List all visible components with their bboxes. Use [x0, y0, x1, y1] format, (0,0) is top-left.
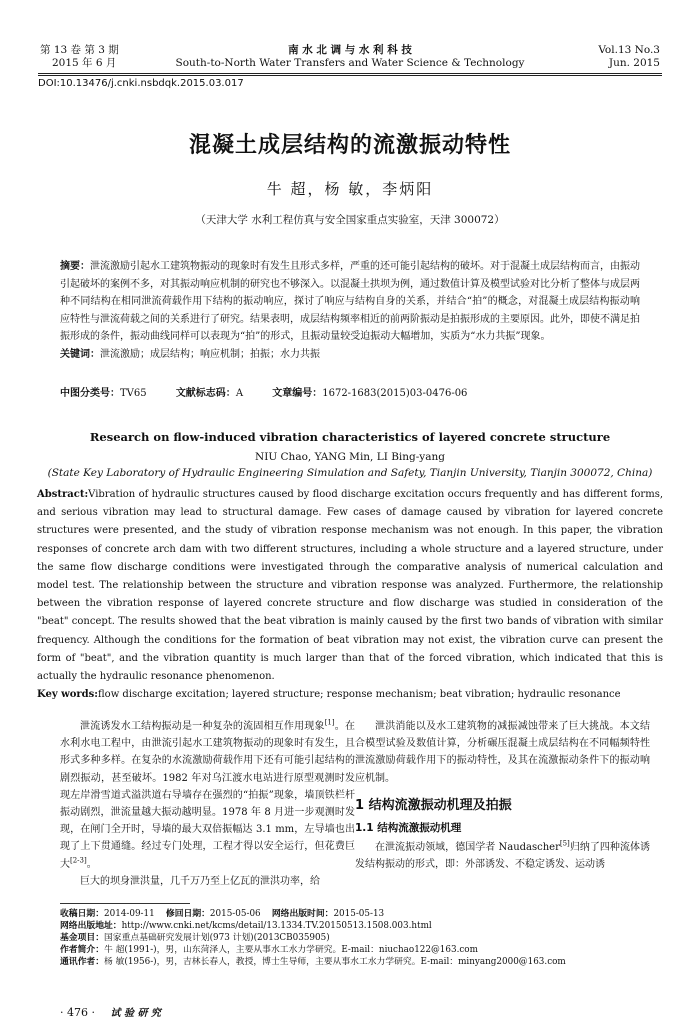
header-journal-en: South-to-North Water Transfers and Water Science & Technology — [175, 57, 525, 69]
body-paragraph: 泄洪消能以及水工建筑物的减振减蚀带来了巨大挑战。本文结合模型试验及数值计算，分析碾压混凝土成层结构在不同幅频特性泄流激励荷载作用下的振动特性，及其在流激振动条件下的振动响应机制。 — [355, 721, 650, 784]
received-date: 2014-09-11 — [104, 909, 155, 919]
abstract-cn — [60, 258, 640, 363]
footnote-url — [60, 920, 650, 932]
footnote-fund — [60, 932, 650, 944]
header-date-cn: 2015 年 6 月 — [52, 57, 117, 69]
body-text: 泄流诱发水工结构振动是一种复杂的流固相互作用现象 — [80, 721, 325, 732]
body-right-column — [355, 718, 650, 874]
page-number: · 476 · — [60, 1006, 95, 1019]
doc-code-label: 文献标志码： — [175, 388, 236, 399]
clc-label: 中图分类号： — [60, 388, 120, 399]
keywords-en-label: Key words: — [37, 689, 98, 701]
keywords-cn-text: 泄流激励；成层结构；响应机制；拍振；水力共振 — [100, 348, 320, 360]
citation[interactable]: [5] — [559, 839, 570, 848]
abstract-cn-text: 泄流激励引起水工建筑物振动的现象时有发生且形式多样，严重的还可能引起结构的破坏。对于混凝土成层结构而言，由振动引起破坏的案例不多，对其振动响应机制的研究也不够深入。以混凝土拱坝为例，通过数值计算及模型试验对比分析了整体与成层两种不同结构在相同泄流荷载作用下结构的振动响应，探讨了响应与结构自身的关系，并结合“拍”的概念，对混凝土成层结构振动响应特性与泄流荷载之间的关系进行了研究。结果表明，成层结构频率相近的前两阶振动是拍振形成的主要原因。此外，即使不满足拍振形成的条件，振动曲线同样可以表现为“拍”的形式，且振动量较受迫振动大幅增加，实质为“水力共振”现象。 — [60, 261, 640, 342]
page-section: 试 验 研 究 — [110, 1008, 161, 1019]
online-url-link[interactable]: http://www.cnki.net/kcms/detail/13.1334.TV.20150513.1508.003.html — [121, 921, 432, 931]
online-date: 2015-05-13 — [333, 909, 385, 919]
body-left-column — [60, 718, 355, 890]
footnotes — [60, 908, 650, 968]
footnote-rule — [60, 903, 190, 904]
title-en: Research on flow-induced vibration characteristics of layered concrete structure — [89, 430, 611, 444]
abstract-en-text: Vibration of hydraulic structures caused by flood discharge excitation occurs frequently and has different forms, and serious vibration may lead to structural damage. Few cases of damage caused by vibration for layered concrete structures were presented, and the study of vibration response mechanism was not enough. In this paper, the vibration responses of concrete arch dam with two different structures, including a whole structure and a layered structure, under the same flow discharge conditions were investigated through the comparative analysis of numerical calculation and model test. The relationship between the structure and vibration response was analyzed. Furthermore, the relationship between the vibration response of layered concrete structure and flow discharge was studied in consideration of the "beat" concept. The results showed that the beat vibration is mainly caused by the first two bands of vibration with similar frequency. Although the conditions for the formation of beat vibration may not exist, the vibration curve can present the form of "beat", and the vibration quantity is much larger than that of the forced vibration, which indicated that this is actually the hydraulic resonance phenomenon. — [37, 489, 663, 683]
body-text: 。 — [86, 858, 97, 870]
revised-label: 修回日期： — [165, 909, 210, 919]
footnote-dates — [60, 908, 650, 920]
authors-cn: 牛 超，杨 敏，李炳阳 — [266, 180, 434, 198]
keywords-cn-label: 关键词： — [60, 348, 100, 360]
author2-text: 杨 敏(1956-)，男，吉林长春人，教授，博士生导师，主要从事水工水力学研究。E-mail：minyang2000@163.com — [104, 957, 566, 967]
body-paragraph — [60, 718, 355, 873]
revised-date: 2015-05-06 — [209, 909, 261, 919]
received-label: 收稿日期： — [60, 909, 104, 919]
section-heading-1: 1 结构流激振动机理及拍振 — [355, 797, 512, 813]
header-right — [598, 44, 660, 70]
abstract-en-label: Abstract: — [37, 489, 89, 500]
header-center — [40, 44, 660, 70]
author1-text: 牛 超(1991-)，男，山东菏泽人，主要从事水工水力学研究。E-mail：niuchao122@163.com — [104, 945, 478, 955]
authors-en: NIU Chao, YANG Min, LI Bing-yang — [255, 451, 445, 463]
author2-label: 通讯作者： — [60, 957, 104, 967]
url-label: 网络出版地址： — [60, 921, 122, 931]
clc-value: TV65 — [120, 388, 147, 399]
affiliation-cn: （天津大学 水利工程仿真与安全国家重点实验室，天津 300072） — [195, 214, 505, 226]
header-volume-cn: 第 13 卷 第 3 期 — [40, 44, 119, 56]
section-heading-1-1: 1.1 结构流激振动机理 — [355, 822, 462, 835]
running-header — [40, 44, 660, 72]
body-text: 归纳了四种流体诱发结构振动的形式，即：外部诱发、不稳定诱发、运动诱 — [355, 842, 650, 871]
author1-label: 作者简介： — [60, 945, 104, 955]
fund-label: 基金项目： — [60, 933, 104, 943]
classification-line — [60, 384, 640, 399]
footnote-author2 — [60, 956, 650, 968]
article-no-label: 文章编号： — [272, 388, 323, 399]
abstract-cn-label: 摘要： — [60, 261, 90, 272]
affiliation-en: (State Key Laboratory of Hydraulic Engineering Simulation and Safety, Tianjin University, Tianjin 300072, China) — [47, 467, 653, 479]
abstract-en — [37, 486, 663, 704]
citation[interactable]: [2-3] — [70, 856, 87, 865]
body-paragraph — [355, 839, 650, 873]
page-title: 混凝土成层结构的流激振动特性 — [188, 133, 511, 158]
article-no-value: 1672-1683(2015)03-0476-06 — [322, 388, 468, 399]
fund-text: 国家重点基础研究发展计划(973 计划)(2013CB035905) — [104, 933, 330, 943]
body-paragraph: 巨大的坝身泄洪量，几千万乃至上亿瓦的泄洪功率，给 — [80, 875, 320, 887]
footnote-author1 — [60, 944, 650, 956]
page-footer — [60, 1004, 161, 1019]
doi[interactable]: DOI:10.13476/j.cnki.nsbdqk.2015.03.017 — [38, 78, 244, 89]
keywords-en-text: flow discharge excitation; layered structure; response mechanism; beat vibration; hydraulic resonance — [98, 689, 621, 701]
header-date-en: Jun. 2015 — [608, 57, 660, 69]
online-label: 网络出版时间： — [271, 909, 334, 919]
doc-code-value: A — [235, 388, 244, 399]
header-journal-cn: 南 水 北 调 与 水 利 科 技 — [288, 44, 412, 56]
header-rule-1 — [38, 73, 662, 74]
header-volume-en: Vol.13 No.3 — [598, 44, 660, 56]
header-rule-2 — [38, 75, 662, 76]
body-text: 在泄流振动领域，德国学者 Naudascher — [375, 842, 560, 854]
body-text: 。在水利水电工程中，由泄流引起水工建筑物振动的现象时有发生，且形式多种多样。在复杂的水流激励荷载作用下还有可能引起结构的剧烈振动，甚至破坏。1982 年对乌江渡水电站进行原型观测时发现左岸滑雪道式溢洪道右导墙存在强烈的“拍振”现象，墙顶铁栏杆振动剧烈，泄流量越大振动越明显。1978 年 8 月进一步观测时发现，在闸门全开时，导墙的最大双倍振幅达 3.1 mm，左导墙也出现了上下贯通缝。经过专门处理，工程才得以安全运行，但花费巨大 — [60, 721, 355, 870]
citation[interactable]: [1] — [324, 718, 335, 727]
